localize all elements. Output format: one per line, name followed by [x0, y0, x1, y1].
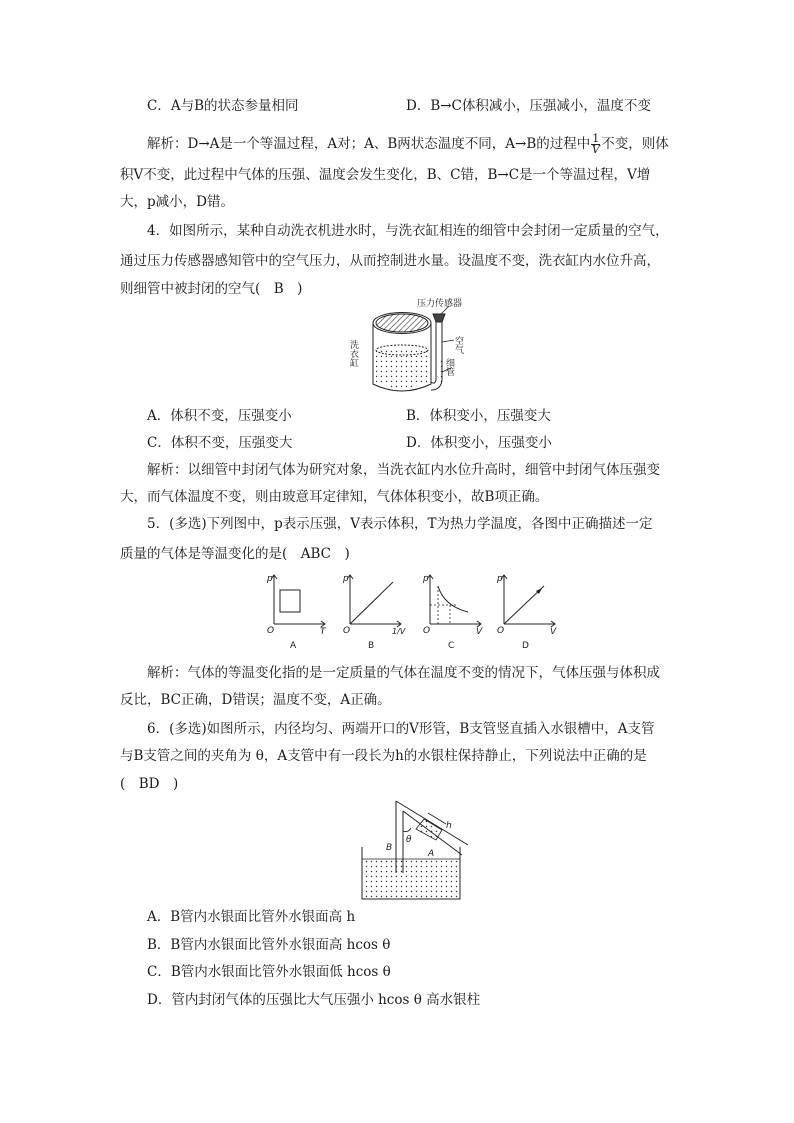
fig-label-theta: θ	[406, 835, 412, 845]
graph-a-caption: A	[290, 641, 297, 651]
graph-a-ylabel: p	[267, 574, 273, 584]
q4-option-d: D．体积变小，压强变小	[406, 435, 552, 451]
graph-c-origin: O	[423, 626, 431, 636]
q3-fraction	[591, 134, 600, 155]
graph-d-xlabel: V	[550, 627, 557, 637]
fig-label-sensor: 压力传感器	[417, 299, 463, 309]
q6-stem-line2: 与B支管之间的夹角为 θ，A支管中有一段长为h的水银柱保持静止，下列说法中正确的是	[120, 748, 647, 764]
trough-mercury	[363, 859, 459, 898]
graph-d-caption: D	[522, 641, 529, 651]
graph-a	[262, 572, 332, 650]
q6-option-a: A．B管内水银面比管外水银面高 h	[147, 909, 356, 925]
fig-label-tube: 细管	[444, 358, 454, 376]
q4-option-c: C．体积不变，压强变大	[147, 435, 293, 451]
q3-analysis-line1-part1: 解析：D→A是一个等温过程，A对；A、B两状态温度不同，A→B的过程中	[147, 136, 591, 152]
graph-d-origin: O	[497, 626, 505, 636]
q4-analysis-line2: 大，而气体温度不变，则由玻意耳定律知，气体体积变小，故B项正确。	[120, 489, 549, 505]
q4-option-b: B．体积变小，压强变大	[406, 408, 551, 424]
graph-c-ylabel: p	[423, 574, 429, 584]
q3-fraction-denominator: V	[591, 143, 600, 156]
q3-analysis-line1	[147, 134, 669, 155]
v-tube-figure	[350, 795, 480, 903]
fig-label-air: 空气	[453, 336, 463, 354]
q6-stem-line1: 6．(多选)如图所示，内径均匀、两端开口的V形管，B支管竖直插入水银槽中，A支管	[147, 721, 655, 737]
pressure-sensor	[433, 314, 445, 322]
fig-label-h: h	[446, 821, 452, 831]
q5-analysis-line1: 解析：气体的等温变化指的是一定质量的气体在温度不变的情况下，气体压强与体积成	[147, 665, 660, 681]
q3-option-c: C．A与B的状态参量相同	[147, 98, 299, 114]
q6-option-d: D．管内封闭气体的压强比大气压强小 hcos θ 高水银柱	[147, 992, 481, 1008]
q3-fraction-numerator: 1	[592, 132, 600, 145]
q6-option-b: B．B管内水银面比管外水银面高 hcos θ	[147, 937, 391, 953]
q6-option-c: C．B管内水银面比管外水银面低 hcos θ	[147, 964, 391, 980]
q5-stem-line2: 质量的气体是等温变化的是( ABC )	[120, 546, 350, 562]
graph-c-xlabel: V	[476, 627, 483, 637]
graph-b-caption: B	[368, 641, 375, 651]
q3-analysis-line1-part2: 不变，则体	[601, 136, 669, 152]
graph-d	[492, 572, 567, 650]
tank-water	[376, 350, 428, 388]
graph-b	[338, 572, 413, 650]
graph-c	[418, 572, 493, 650]
q6-stem-line3: ( BD )	[120, 776, 179, 792]
fig-label-tank: 洗衣缸	[348, 340, 358, 367]
washing-machine-figure	[345, 300, 485, 400]
q3-option-d: D．B→C体积减小，压强减小，温度不变	[406, 98, 651, 114]
graph-a-xlabel: T	[320, 627, 326, 637]
graph-c-caption: C	[448, 641, 455, 651]
q4-stem-line1: 4．如图所示，某种自动洗衣机进水时，与洗衣缸相连的细管中会封闭一定质量的空气，	[147, 223, 669, 239]
graph-a-origin: O	[267, 626, 275, 636]
fig-label-b: B	[386, 843, 393, 853]
graph-b-origin: O	[343, 626, 351, 636]
fig-label-a: A	[428, 849, 435, 859]
q4-option-a: A．体积不变，压强变小	[147, 408, 292, 424]
graph-b-xlabel: 1/V	[392, 627, 406, 636]
q5-stem-line1: 5．(多选)下列图中，p表示压强，V表示体积，T为热力学温度，各图中正确描述一定	[147, 516, 653, 532]
graph-d-ylabel: p	[497, 574, 503, 584]
q5-analysis-line2: 反比，BC正确，D错误；温度不变，A正确。	[120, 692, 391, 708]
drum-lid	[376, 314, 428, 332]
mercury-column	[416, 819, 442, 840]
q4-stem-line2: 通过压力传感器感知管中的空气压力，从而控制进水量。设温度不变，洗衣缸内水位升高，	[120, 253, 660, 269]
q4-analysis-line1: 解析：以细管中封闭气体为研究对象，当洗衣缸内水位升高时，细管中封闭气体压强变	[147, 462, 660, 478]
graph-b-ylabel: p	[343, 574, 349, 584]
q4-stem-line3: 则细管中被封闭的空气( B )	[120, 281, 303, 297]
q3-analysis-line3: 大，p减小，D错。	[120, 194, 234, 210]
q3-analysis-line2: 积V不变，此过程中气体的压强、温度会发生变化，B、C错，B→C是一个等温过程，V增	[120, 167, 651, 183]
